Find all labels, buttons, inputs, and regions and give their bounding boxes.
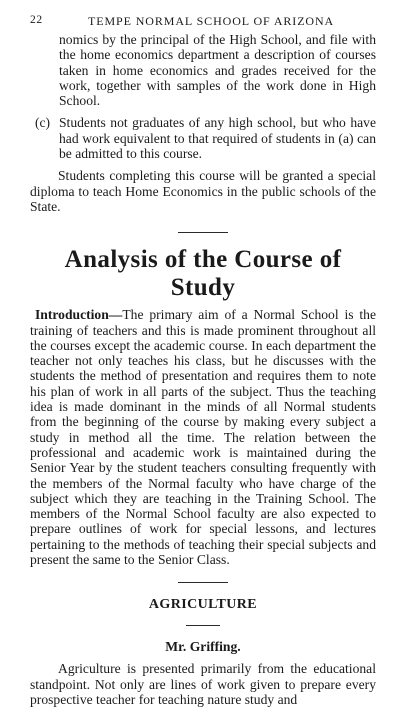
section-divider-middle xyxy=(178,582,228,583)
introduction-text: The primary aim of a Normal School is the training of teachers and this is made prominent throughout all the courses except the academic course. In each department the teacher not only teaches his class, but he discusses with the students the method of presentation and requires them to note his plan of work in all parts of the subject. Thus the teaching idea is made dominant in the minds of all Normal students from the beginning of the course by making every subject a study in method all the time. The relation between the professional and academic work is maintained during the Senior Year by the student teachers consulting frequently with the members of the Normal faculty who have charge of the subject which they are teaching in the Training School. The members of the Normal School faculty are also expected to prepare outlines of work for special lessons, and lectures pertaining to the methods of teaching their special subjects and present the same to the Senior Class. xyxy=(30,307,376,568)
continued-paragraph: nomics by the principal of the High School, and file with the home economics department a description of courses taken in home economics and grades received for the work, together with samples of the work done in High School. xyxy=(59,32,376,109)
introduction-paragraph xyxy=(30,307,376,567)
diploma-paragraph: Students completing this course will be granted a special diploma to teach Home Economics in the public schools of the State. xyxy=(30,168,376,214)
instructor-name: Mr. Griffing. xyxy=(165,639,241,655)
list-item-text: Students not graduates of any high school, but who have had work equivalent to that required of students in (a) can be admitted to this course. xyxy=(59,115,376,162)
introduction-label: Introduction— xyxy=(35,307,123,323)
agriculture-paragraph: Agriculture is presented primarily from the educational standpoint. Not only are lines of work given to prepare every prospective teacher for teaching nature study and xyxy=(30,661,376,707)
section-divider-top xyxy=(178,232,228,233)
page-number: 22 xyxy=(30,14,43,26)
running-header-title: TEMPE NORMAL SCHOOL OF ARIZONA xyxy=(88,14,335,28)
list-item-c xyxy=(30,115,376,161)
agriculture-divider xyxy=(186,625,220,626)
agriculture-heading: AGRICULTURE xyxy=(148,597,258,613)
section-title: Analysis of the Course of Study xyxy=(64,246,342,302)
list-item-marker: (c) xyxy=(35,115,51,131)
running-header xyxy=(30,14,376,32)
